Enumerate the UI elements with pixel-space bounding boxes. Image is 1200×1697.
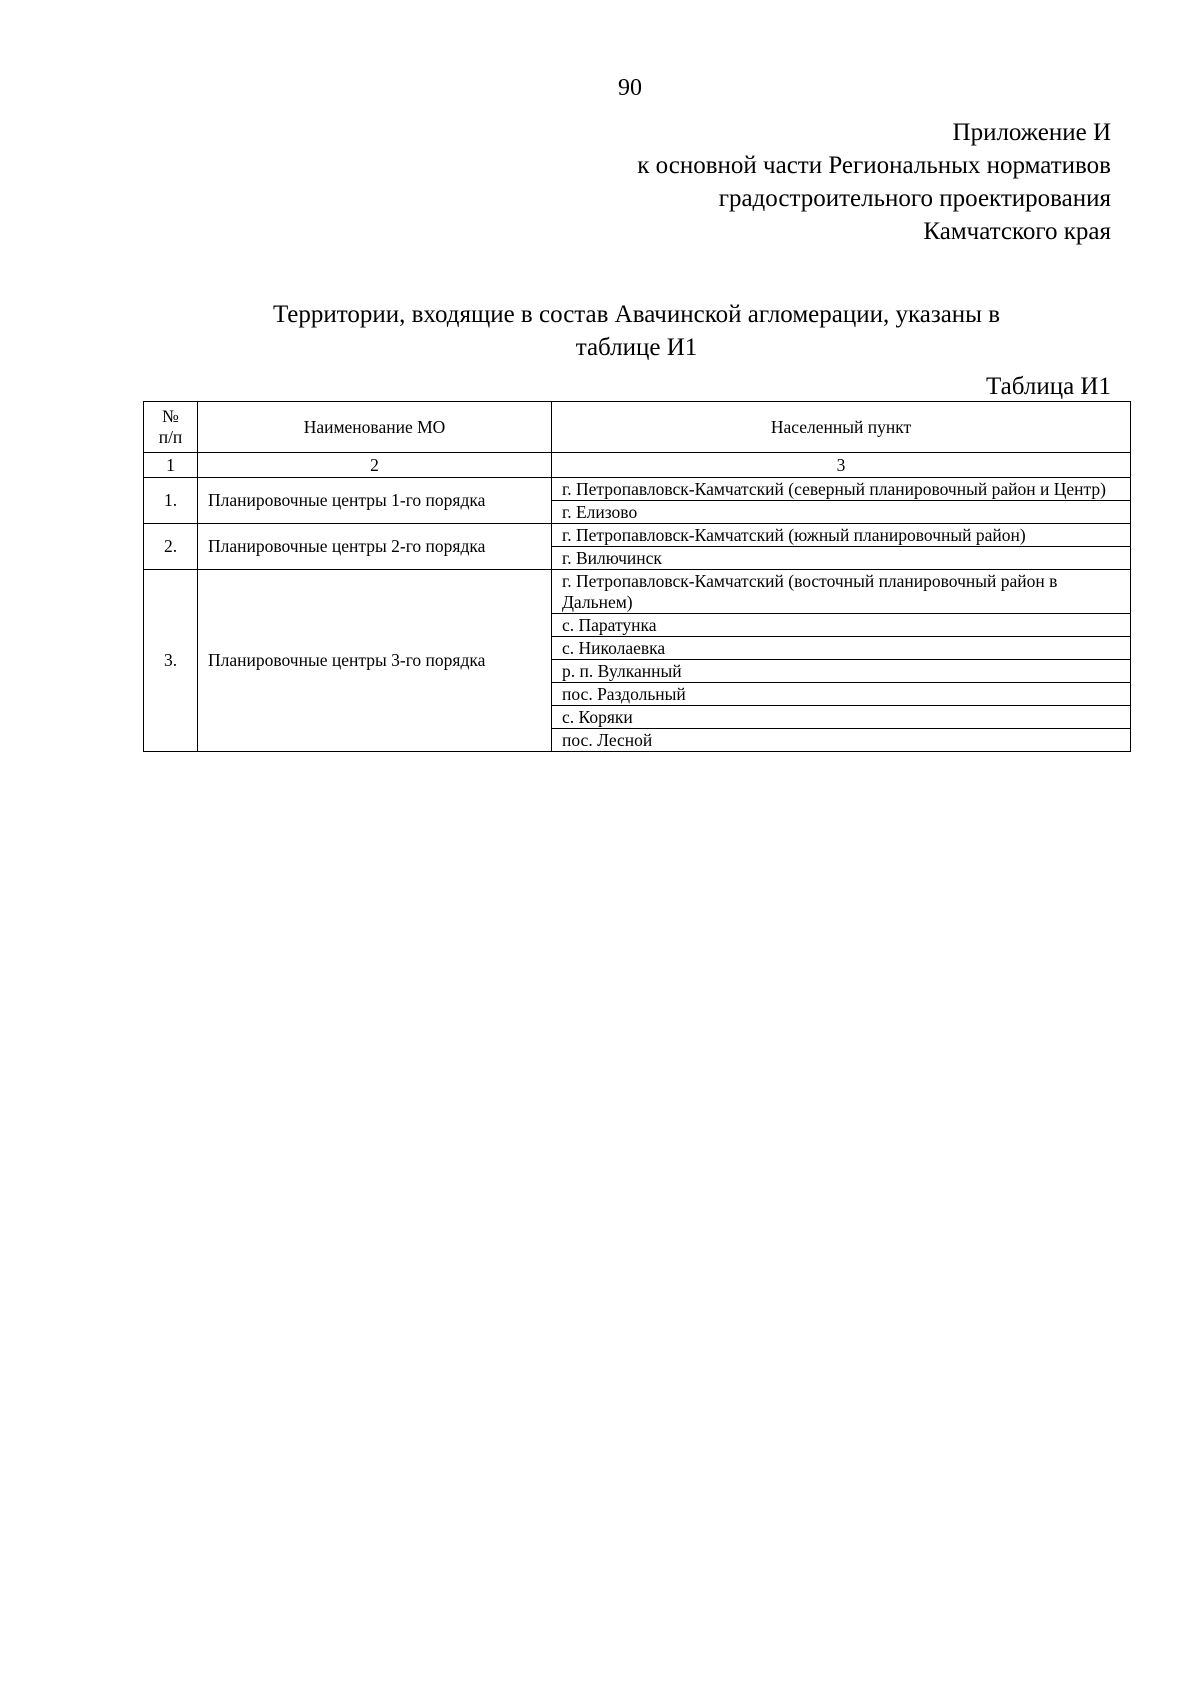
header-num-line1: № — [162, 406, 179, 426]
column-index-cell: 2 — [198, 453, 552, 478]
header-mo: Наименование МО — [198, 402, 552, 453]
mo-name: Планировочные центры 3-го порядка — [198, 570, 552, 752]
row-number: 1. — [144, 478, 198, 524]
table-header-row — [144, 402, 1131, 453]
settlement-cell: г. Елизово — [552, 501, 1131, 524]
appendix-line: к основной части Региональных нормативов — [637, 152, 1111, 179]
appendix-header — [637, 116, 1111, 248]
table-body — [144, 478, 1131, 752]
heading-line: таблице И1 — [575, 334, 698, 361]
appendix-line: Приложение И — [952, 119, 1111, 146]
heading-line: Территории, входящие в состав Авачинской агломерации, указаны в — [272, 301, 1001, 328]
mo-name: Планировочные центры 2-го порядка — [198, 524, 552, 570]
settlement-cell: р. п. Вулканный — [552, 660, 1131, 683]
column-index-row — [144, 453, 1131, 478]
settlement-cell: г. Петропавловск-Камчатский (восточный планировочный район в Дальнем) — [552, 570, 1131, 614]
mo-name: Планировочные центры 1-го порядка — [198, 478, 552, 524]
table-row — [144, 524, 1131, 547]
settlement-cell: с. Коряки — [552, 706, 1131, 729]
row-number: 2. — [144, 524, 198, 570]
table-caption: Таблица И1 — [986, 373, 1111, 400]
settlement-cell: с. Николаевка — [552, 637, 1131, 660]
table-row — [144, 570, 1131, 614]
settlement-cell: пос. Лесной — [552, 729, 1131, 752]
header-place: Населенный пункт — [552, 402, 1131, 453]
column-index-cell: 1 — [144, 453, 198, 478]
appendix-line: Камчатского края — [923, 218, 1111, 245]
agglomeration-table — [143, 401, 1131, 752]
settlement-cell: г. Вилючинск — [552, 547, 1131, 570]
settlement-cell: г. Петропавловск-Камчатский (южный планировочный район) — [552, 524, 1131, 547]
table-row — [144, 478, 1131, 501]
page-number: 90 — [618, 75, 642, 101]
header-num — [144, 402, 198, 453]
row-number: 3. — [144, 570, 198, 752]
settlement-cell: пос. Раздольный — [552, 683, 1131, 706]
header-num-line2: п/п — [158, 427, 183, 447]
document-heading — [143, 298, 1130, 364]
settlement-cell: г. Петропавловск-Камчатский (северный планировочный район и Центр) — [552, 478, 1131, 501]
settlement-cell: с. Паратунка — [552, 614, 1131, 637]
column-index-cell: 3 — [552, 453, 1131, 478]
appendix-line: градостроительного проектирования — [718, 185, 1111, 212]
